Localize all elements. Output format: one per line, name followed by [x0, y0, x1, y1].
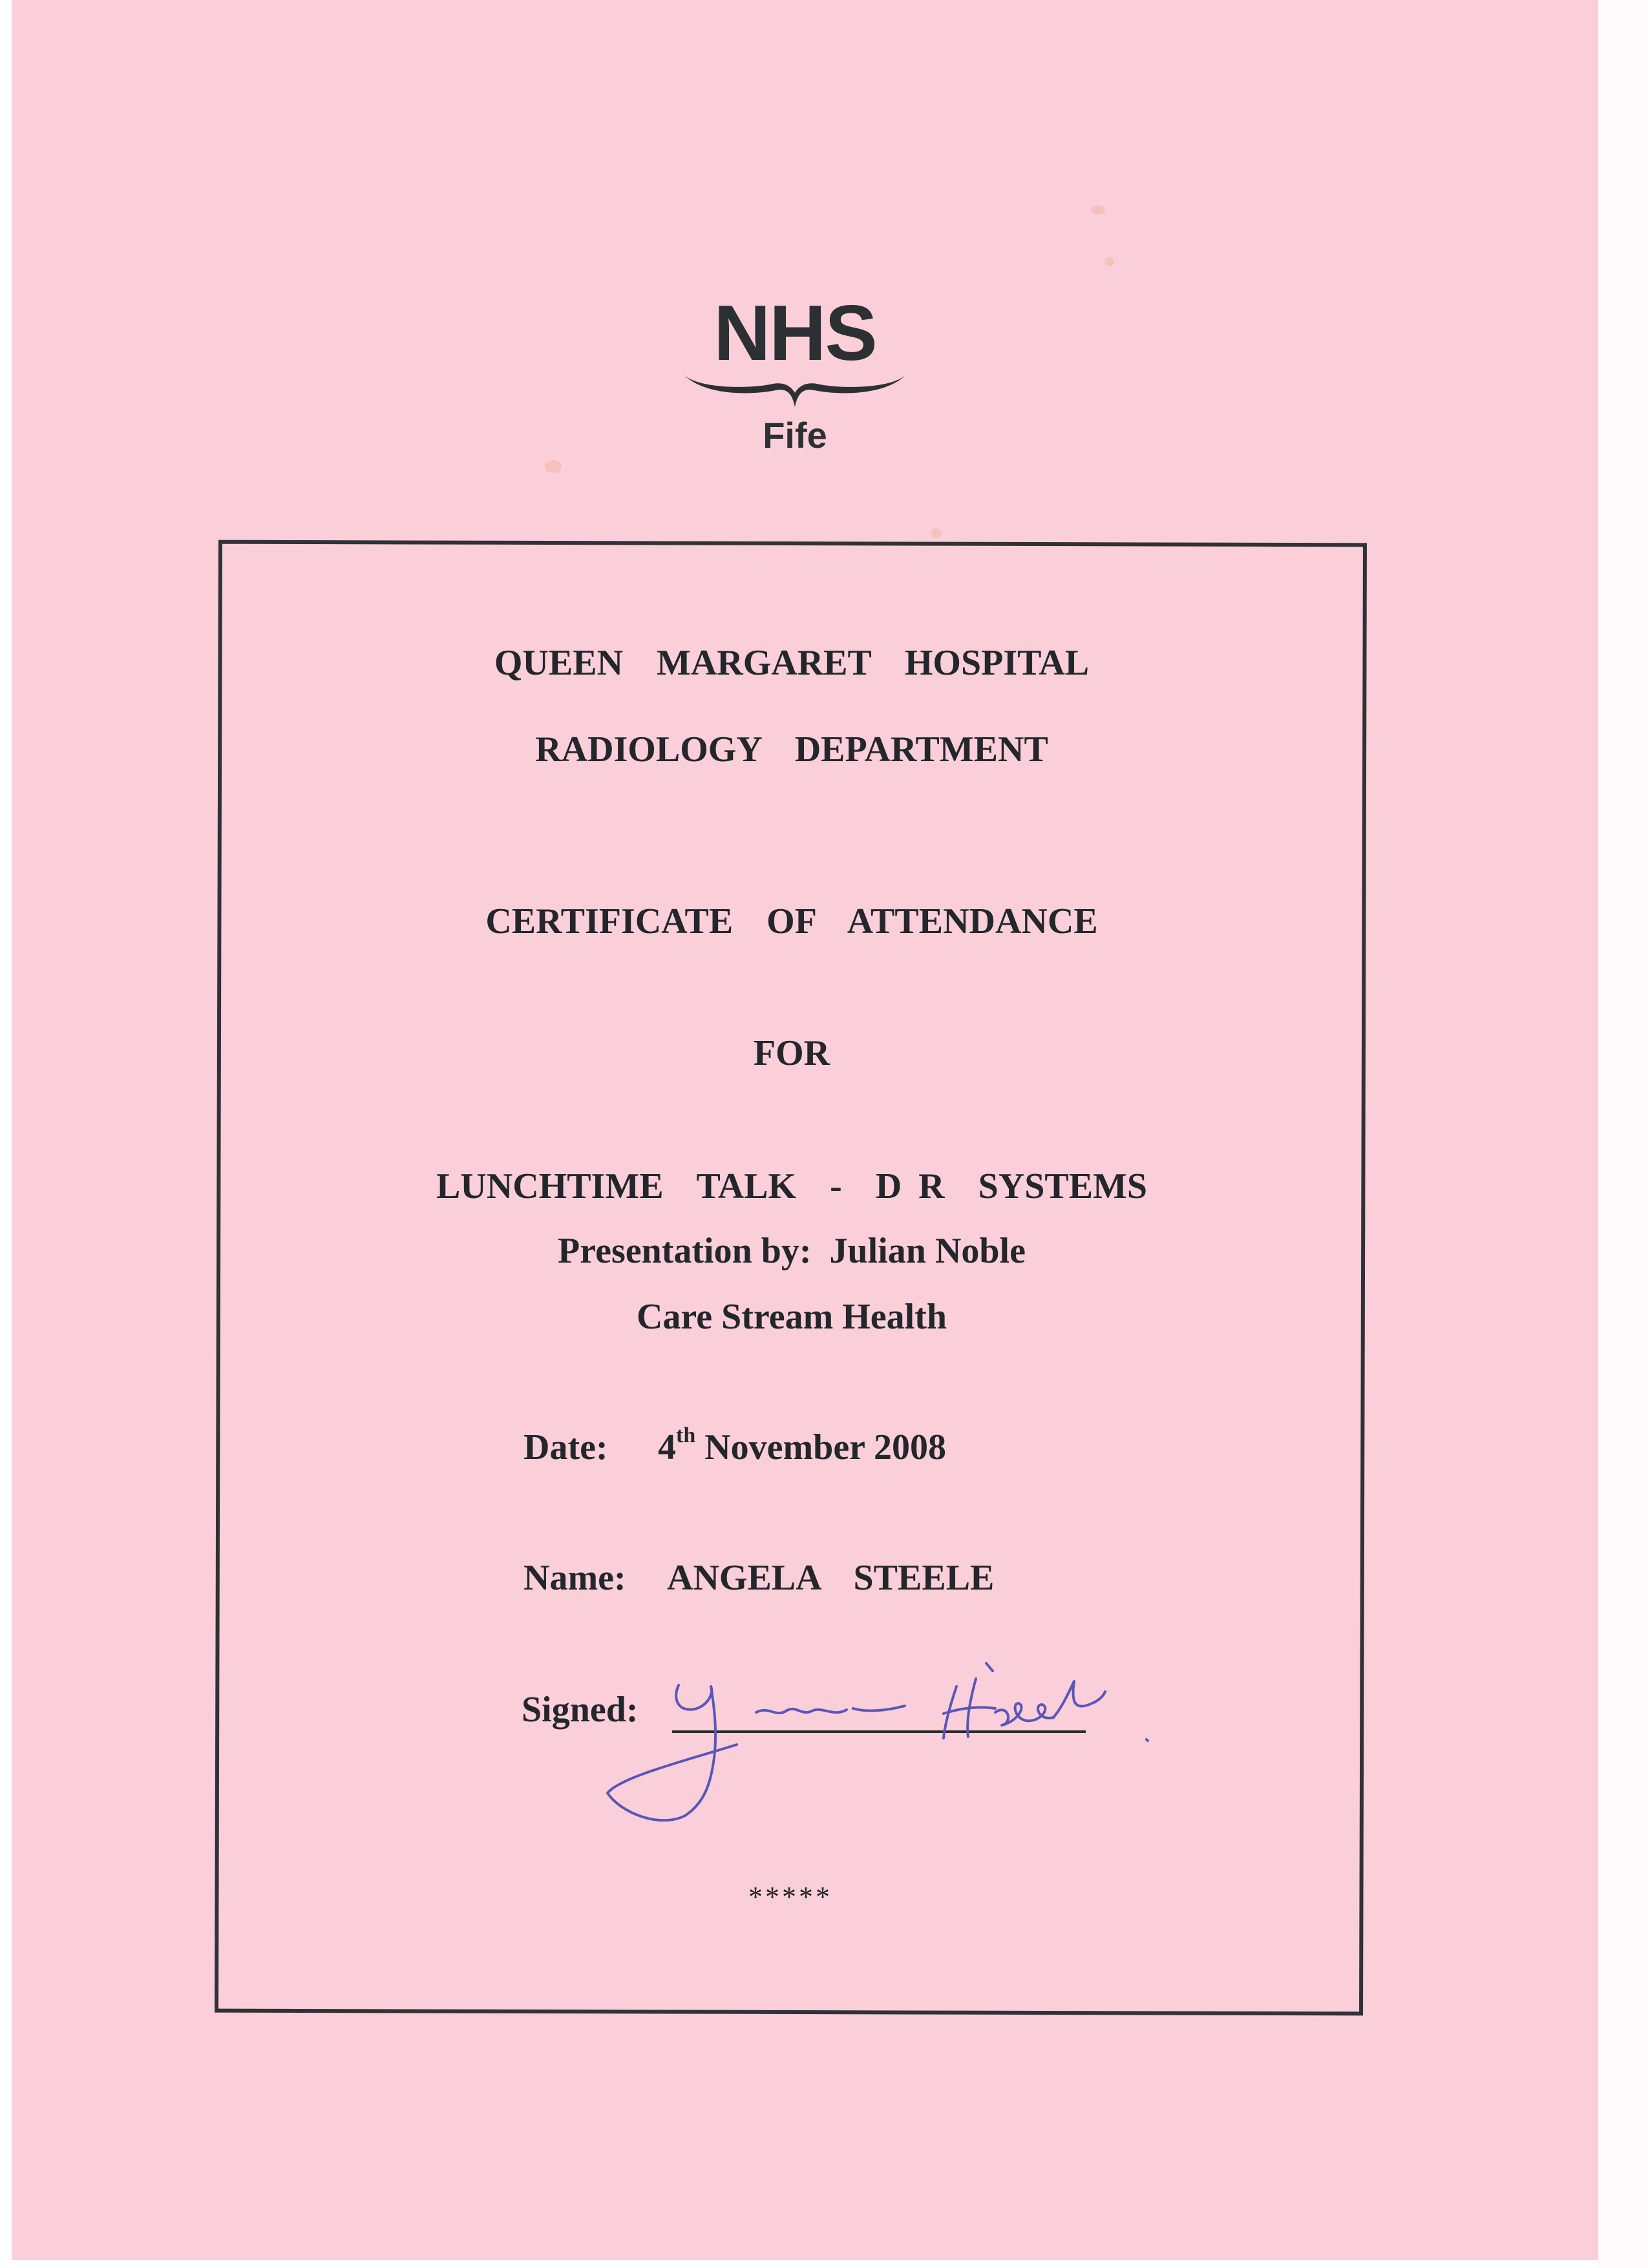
name-label: Name: [523, 1558, 626, 1598]
date-suffix: th [676, 1423, 696, 1447]
logo-nhs-text: NHS [713, 289, 876, 377]
logo-fife-text: Fife [763, 415, 827, 456]
paper-speck [1091, 205, 1105, 215]
attendee-name: ANGELA STEELE [667, 1558, 995, 1598]
date-label: Date: [523, 1427, 608, 1467]
scan-margin [1598, 0, 1648, 2268]
presenter-organisation: Care Stream Health [636, 1297, 947, 1337]
for-label: FOR [753, 1033, 830, 1073]
signed-label: Signed: [522, 1690, 639, 1730]
paper-speck [545, 460, 562, 473]
date-month-year: November 2008 [695, 1427, 947, 1467]
date-day: 4 [658, 1427, 676, 1467]
date-value [658, 1423, 947, 1467]
presenter: Presentation by: Julian Noble [558, 1231, 1026, 1271]
department-name: RADIOLOGY DEPARTMENT [535, 730, 1048, 770]
event-title: LUNCHTIME TALK - D R SYSTEMS [436, 1166, 1148, 1206]
paper-speck [931, 529, 942, 538]
nhs-fife-logo [672, 289, 918, 472]
paper-speck [1105, 257, 1114, 266]
handwritten-signature [582, 1641, 1163, 1835]
footer-asterisks: ***** [748, 1881, 832, 1913]
logo-swoosh-icon [679, 370, 911, 415]
hospital-name: QUEEN MARGARET HOSPITAL [494, 643, 1090, 683]
certificate-title: CERTIFICATE OF ATTENDANCE [485, 901, 1098, 941]
